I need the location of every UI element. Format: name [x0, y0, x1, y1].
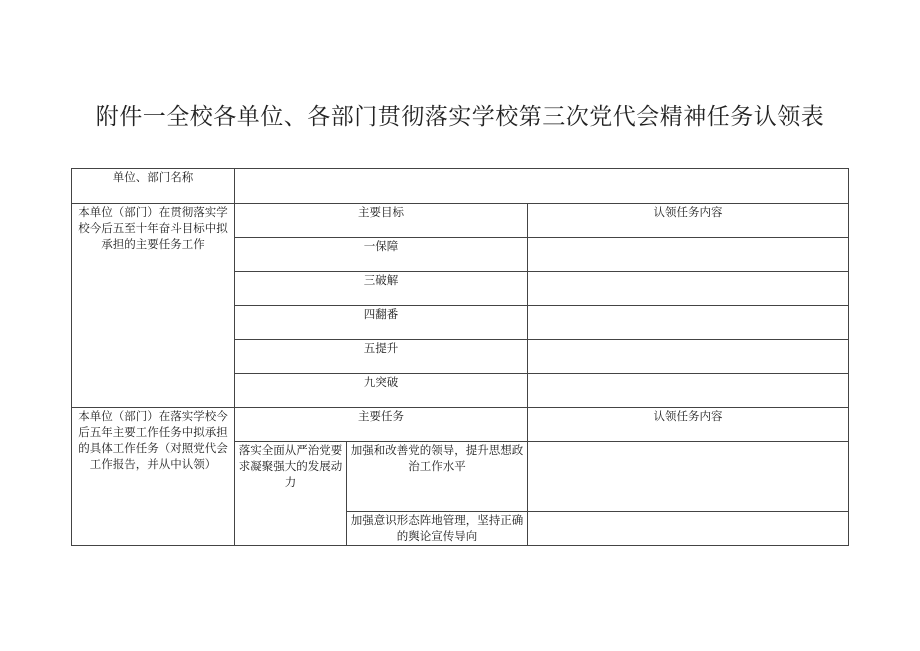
goal-label: 五提升 [235, 340, 528, 374]
goal-claim-field[interactable] [528, 272, 849, 306]
goal-claim-field[interactable] [528, 374, 849, 408]
goal-claim-field[interactable] [528, 306, 849, 340]
subtask-claim-field[interactable] [528, 512, 849, 546]
goal-label: 一保障 [235, 238, 528, 272]
claim-column-header: 认领任务内容 [528, 408, 849, 442]
claim-column-header: 认领任务内容 [528, 204, 849, 238]
subtask-label: 加强意识形态阵地管理，坚持正确的舆论宣传导向 [347, 512, 528, 546]
section1-description: 本单位（部门）在贯彻落实学校今后五至十年奋斗目标中拟承担的主要任务工作 [72, 204, 235, 408]
unit-name-field[interactable] [235, 169, 849, 204]
goal-label: 三破解 [235, 272, 528, 306]
section2-description: 本单位（部门）在落实学校今后五年主要工作任务中拟承担的具体工作任务（对照党代会工作报告，并从中认领） [72, 408, 235, 546]
unit-name-label: 单位、部门名称 [72, 169, 235, 204]
task-group-label: 落实全面从严治党要求凝聚强大的发展动力 [235, 442, 347, 546]
goal-claim-field[interactable] [528, 340, 849, 374]
goal-label: 九突破 [235, 374, 528, 408]
subtask-label: 加强和改善党的领导，提升思想政治工作水平 [347, 442, 528, 512]
goal-header-row [72, 204, 849, 238]
goal-claim-field[interactable] [528, 238, 849, 272]
task-column-header: 主要任务 [235, 408, 528, 442]
task-claim-table [71, 168, 849, 546]
subtask-claim-field[interactable] [528, 442, 849, 512]
goal-column-header: 主要目标 [235, 204, 528, 238]
goal-label: 四翻番 [235, 306, 528, 340]
document-title: 附件一全校各单位、各部门贯彻落实学校第三次党代会精神任务认领表 [95, 104, 825, 130]
task-header-row [72, 408, 849, 442]
unit-row [72, 169, 849, 204]
